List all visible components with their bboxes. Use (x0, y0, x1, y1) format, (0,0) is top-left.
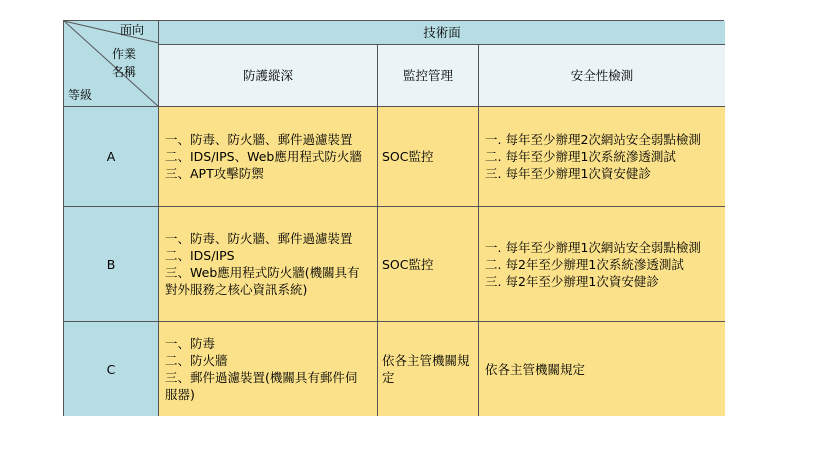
corner-label-aspect: 面向 (120, 23, 145, 37)
testing-list (485, 239, 701, 290)
group-title: 技術面 (423, 25, 461, 40)
level-label: A (106, 149, 116, 164)
list-item: 二. 每2年至少辦理1次系統滲透測試 (485, 256, 684, 272)
list-item: 一、防毒、防火牆、郵件過濾裝置 (165, 132, 353, 147)
testing-cell (479, 207, 725, 322)
col-header-testing-label: 安全性檢測 (570, 68, 634, 83)
monitor-cell (378, 207, 479, 322)
list-item: 二、IDS/IPS (165, 248, 235, 263)
monitor-cell (378, 107, 479, 207)
monitor-text: SOC監控 (382, 256, 434, 272)
list-item: 三、Web應用程式防火牆(機關具有對外服務之核心資訊系統) (165, 265, 360, 297)
list-item: 三. 每2年至少辦理1次資安健診 (485, 273, 659, 289)
testing-cell (479, 107, 725, 207)
corner-label-task-1: 作業 (112, 47, 137, 61)
level-label: B (106, 256, 116, 272)
list-item: 一. 每年至少辦理2次網站安全弱點檢測 (485, 132, 701, 147)
defense-cell (159, 207, 378, 322)
corner-label-task-2: 名稱 (112, 65, 137, 79)
monitor-text: SOC監控 (382, 149, 434, 164)
list-item: 一. 每年至少辦理1次網站安全弱點檢測 (485, 239, 701, 255)
table-row-level-cell (64, 207, 159, 322)
monitor-text: 依各主管機關規定 (382, 353, 470, 385)
table-row-level-cell (64, 107, 159, 207)
group-title-cell (159, 21, 725, 45)
col-header-monitor-label: 監控管理 (402, 68, 453, 83)
defense-list (165, 335, 369, 403)
list-item: 一、防毒 (165, 336, 216, 351)
col-header-defense (159, 45, 378, 107)
list-item: 三、郵件過濾裝置(機關具有郵件伺服器) (165, 370, 358, 402)
list-item: 三、APT攻擊防禦 (165, 166, 264, 181)
col-header-monitor (378, 45, 479, 107)
defense-list (165, 131, 362, 182)
testing-cell (479, 322, 725, 416)
list-item: 二、防火牆 (165, 353, 228, 368)
testing-text: 依各主管機關規定 (485, 361, 586, 377)
security-level-table (63, 20, 724, 416)
testing-list (485, 131, 701, 182)
table-row-level-cell (64, 322, 159, 416)
defense-cell (159, 322, 378, 416)
corner-label-level: 等級 (68, 88, 93, 102)
list-item: 一、防毒、防火牆、郵件過濾裝置 (165, 231, 353, 246)
defense-list (165, 230, 369, 298)
monitor-cell (378, 322, 479, 416)
level-label: C (106, 361, 116, 377)
list-item: 二. 每年至少辦理1次系統滲透測試 (485, 149, 676, 164)
corner-header-cell (64, 21, 159, 107)
defense-cell (159, 107, 378, 207)
list-item: 二、IDS/IPS、Web應用程式防火牆 (165, 149, 362, 164)
col-header-testing (479, 45, 725, 107)
col-header-defense-label: 防護縱深 (242, 68, 293, 83)
list-item: 三. 每年至少辦理1次資安健診 (485, 166, 651, 181)
